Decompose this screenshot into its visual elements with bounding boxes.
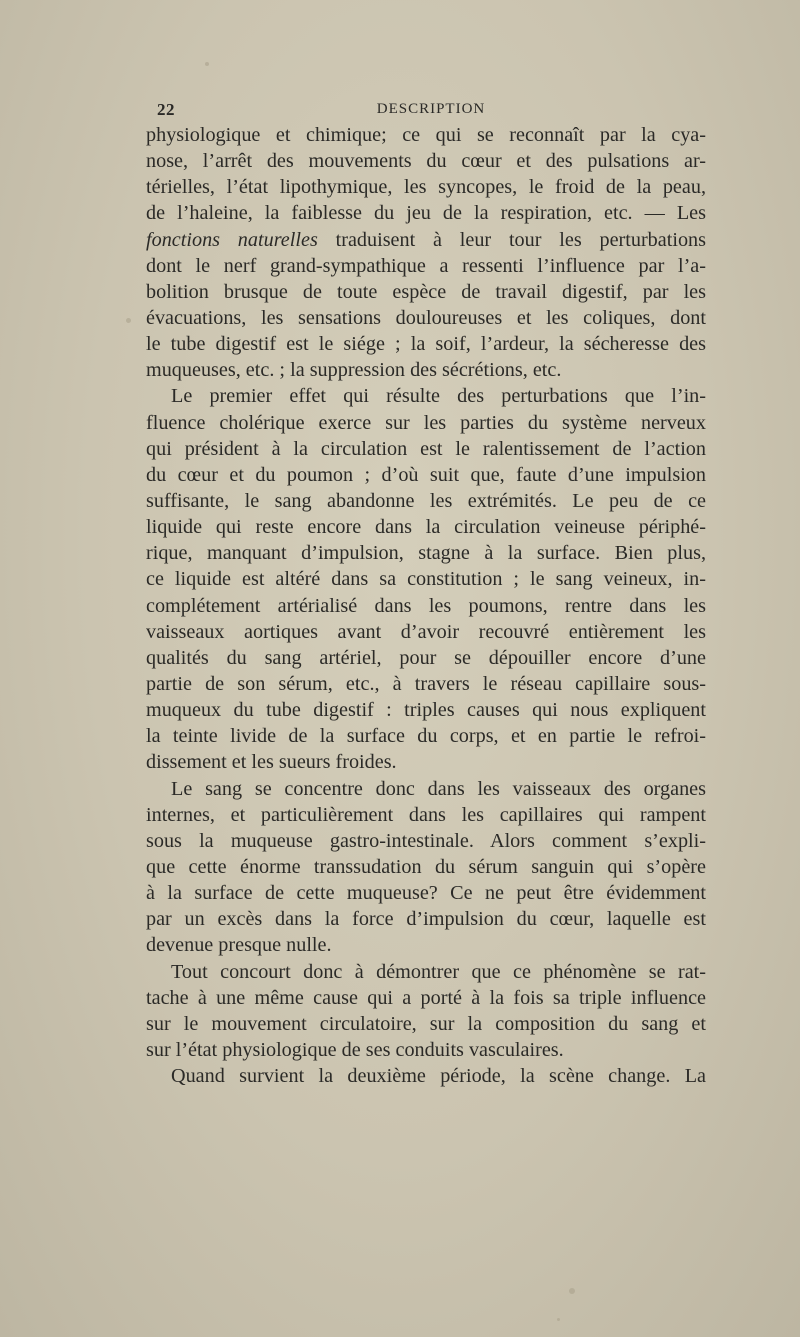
text-line: térielles, l’état lipothymique, les syncopes, le froid de la peau, <box>146 176 706 199</box>
text-line: physiologique et chimique; ce qui se reconnaît par la cya- <box>146 124 706 146</box>
text-line: muqueux du tube digestif : triples causes qui nous expliquent <box>146 699 706 722</box>
body-text <box>146 122 706 1089</box>
text-line: que cette énorme transsudation du sérum sanguin qui s’opère <box>146 855 706 878</box>
text-line: à la surface de cette muqueuse? Ce ne peut être évidemment <box>146 882 706 905</box>
text-line: ce liquide est altéré dans sa constitution ; le sang veineux, in- <box>146 568 706 591</box>
text-line: internes, et particulièrement dans les capillaires qui rampent <box>146 803 706 826</box>
text-line: qui président à la circulation est le ralentissement de l’action <box>146 437 706 460</box>
text-line: vaisseaux aortiques avant d’avoir recouvré entièrement les <box>146 620 706 643</box>
text-line: rique, manquant d’impulsion, stagne à la surface. Bien plus, <box>146 542 706 565</box>
text-line: bolition brusque de toute espèce de travail digestif, par les <box>146 280 706 303</box>
text-line: nose, l’arrêt des mouvements du cœur et des pulsations ar- <box>146 150 706 173</box>
paragraph-start-line: Tout concourt donc à démontrer que ce phénomène se rat- <box>171 960 706 983</box>
text-line: tache à une même cause qui a porté à la fois sa triple influence <box>146 986 706 1009</box>
text-line: fluence cholérique exerce sur les parties du système nerveux <box>146 411 706 434</box>
paragraph-start-line: Quand survient la deuxième période, la scène change. La <box>171 1065 706 1088</box>
paper-speck <box>569 1288 575 1294</box>
text-line: complétement artérialisé dans les poumons, rentre dans les <box>146 594 706 617</box>
text-line: le tube digestif est le siége ; la soif, l’ardeur, la sécheresse des <box>146 333 706 356</box>
text-line: sur le mouvement circulatoire, sur la composition du sang et <box>146 1012 706 1035</box>
text-line: du cœur et du poumon ; d’où suit que, faute d’une impulsion <box>146 463 706 486</box>
paper-speck <box>205 62 209 66</box>
text-line: suffisante, le sang abandonne les extrémités. Le peu de ce <box>146 489 706 512</box>
text-line: muqueuses, etc. ; la suppression des sécrétions, etc. <box>146 359 562 382</box>
paper-speck <box>557 1318 560 1321</box>
text-line: liquide qui reste encore dans la circulation veineuse périphé- <box>146 516 706 539</box>
text-line: évacuations, les sensations douloureuses et les coliques, dont <box>146 306 706 329</box>
text-line: de l’haleine, la faiblesse du jeu de la respiration, etc. — Les <box>146 202 706 225</box>
running-head: DESCRIPTION <box>376 101 486 117</box>
text-line-with-italic <box>146 227 706 253</box>
paragraph-start-line: Le premier effet qui résulte des perturbations que l’in- <box>171 385 706 408</box>
text-line: dissement et les sueurs froides. <box>146 751 397 774</box>
text-line: partie de son sérum, etc., à travers le réseau capillaire sous- <box>146 672 706 695</box>
text-line: devenue presque nulle. <box>146 934 332 957</box>
text-line: la teinte livide de la surface du corps, et en partie le refroi- <box>146 725 706 748</box>
text-line: par un excès dans la force d’impulsion du cœur, laquelle est <box>146 908 706 931</box>
paper-speck <box>126 318 131 323</box>
text-line: dont le nerf grand-sympathique a ressenti l’influence par l’a- <box>146 254 706 277</box>
text-line-rest: traduisent à leur tour les perturbations <box>317 228 706 251</box>
text-line: sur l’état physiologique de ses conduits vasculaires. <box>146 1038 564 1061</box>
paragraph-start-line: Le sang se concentre donc dans les vaisseaux des organes <box>171 777 706 800</box>
italic-phrase: fonctions naturelles <box>146 228 318 251</box>
text-line: qualités du sang artériel, pour se dépouiller encore d’une <box>146 646 706 669</box>
page-number: 22 <box>157 100 175 119</box>
text-line: sous la muqueuse gastro-intestinale. Alors comment s’expli- <box>146 829 706 852</box>
